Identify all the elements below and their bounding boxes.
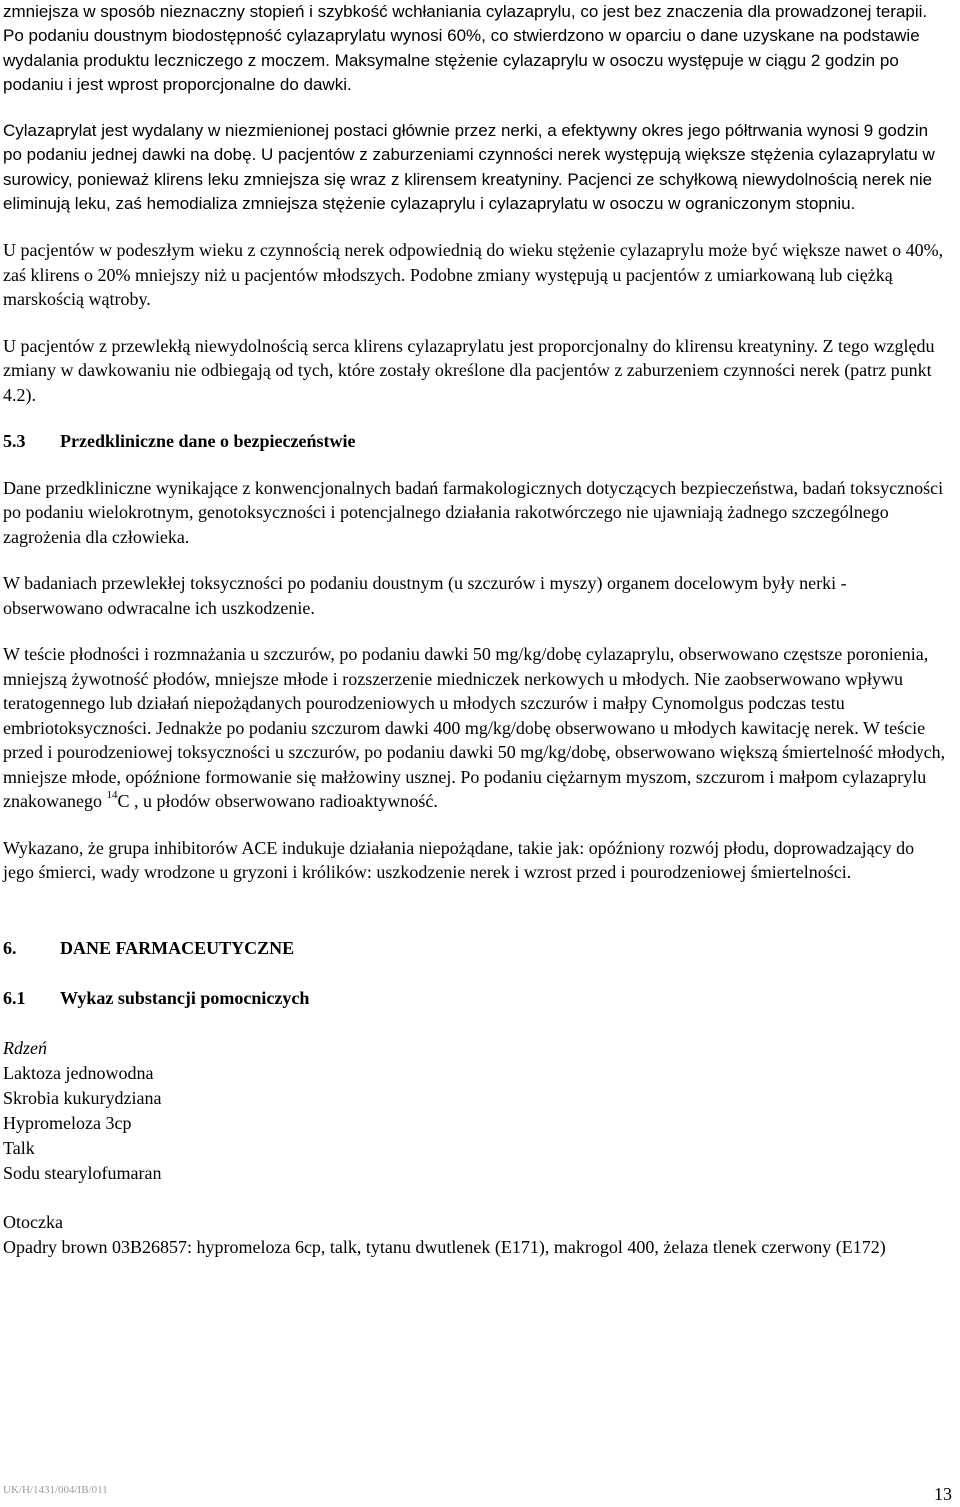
excipients-core: [3, 1036, 948, 1186]
isotope-superscript: 14: [106, 789, 118, 802]
para3-text-start: W teście płodności i rozmnażania u szczurów, po podaniu dawki 50 mg/kg/dobę cylazaprylu, obserwowano częstsze poronienia, mniejszą żywotność płodów, mniejsze młode i rozszerzenie miedniczek nerkowych u młodych. Nie zaobserwowano wpływu teratogennego lub działań niepożądanych pourodzeniowych u młodych szczurów i małpy Cynomolgus podczas testu embriotoksyczności. Jednakże po podaniu szczurom dawki 400 mg/kg/dobę obserwowano u młodych kawitację nerek. W teście przed i pourodzeniowej toksyczności u szczurów, po podaniu dawki 50 mg/kg/dobę, obserwowano większą śmiertelność młodych, mniejsze młode, opóźnione formowanie się małżowiny usznej. Po podaniu ciężarnym myszom, szczurom i małpom cylazaprylu znakowanego: [3, 644, 946, 812]
heart-failure-paragraph: U pacjentów z przewlekłą niewydolnością serca klirens cylazaprylatu jest proporcjonalny do klirensu kreatyniny. Z tego względu zmiany w dawkowaniu nie odbiegają od tych, które zostały określone dla pacjentów z zaburzeniem czynności nerek (patrz punkt 4.2).: [3, 335, 935, 405]
section-6-heading: [3, 936, 948, 961]
section-6-1-heading: [3, 986, 948, 1011]
preclinical-paragraph-1: Dane przedkliniczne wynikające z konwencjonalnych badań farmakologicznych dotyczących bezpieczeństwa, badań toksyczności po podaniu wielokrotnym, genotoksyczności i potencjalnego działania rakotwórczego nie ujawniają żadnego szczególnego zagrożenia dla człowieka.: [3, 477, 944, 547]
elderly-paragraph: U pacjentów w podeszłym wieku z czynnością nerek odpowiednią do wieku stężenie cylazaprylu może być większe nawet o 40%, zaś klirens o 20% mniejszy niż u pacjentów młodszych. Podobne zmiany występują u pacjentów z umiarkowaną lub ciężką marskością wątroby.: [3, 240, 944, 310]
coating-text: Opadry brown 03B26857: hypromeloza 6cp, talk, tytanu dwutlenek (E171), makrogol 400, żelaza tlenek czerwony (E172): [3, 1236, 886, 1257]
core-label: Rdzeń: [3, 1037, 47, 1058]
preclinical-paragraph-2: W badaniach przewlekłej toksyczności po podaniu doustnym (u szczurów i myszy) organem docelowym były nerki - obserwowano odwracalne ich uszkodzenie.: [3, 573, 847, 618]
section-number: 6.: [3, 937, 17, 958]
preclinical-paragraph-4: Wykazano, że grupa inhibitorów ACE indukuje działania niepożądane, takie jak: opóźniony rozwój płodu, doprowadzający do jego śmierci, wady wrodzone u gryzoni i królików: uszkodzenie nerek i wzrost przed i pourodzeniowej śmiertelności.: [3, 837, 915, 883]
absorption-paragraph: zmniejsza w sposób nieznaczny stopień i szybkość wchłaniania cylazaprylu, co jest bez znaczenia dla prowadzonej terapii. Po podaniu doustnym biodostępność cylazaprylatu wynosi 60%, co stwierdzono w oparciu o dane uzyskane na podstawie wydalania produktu leczniczego z moczem. Maksymalne stężenie cylazaprylu w osoczu występuje w ciągu 2 godzin po podaniu i jest wprost proporcjonalne do dawki.: [3, 2, 928, 94]
section-title: DANE FARMACEUTYCZNE: [60, 937, 295, 958]
list-item: Hypromeloza 3cp: [3, 1112, 132, 1133]
document-page: [3, 0, 948, 1259]
list-item: Skrobia kukurydziana: [3, 1087, 162, 1108]
elimination-paragraph: Cylazaprylat jest wydalany w niezmienionej postaci głównie przez nerki, a efektywny okres jego półtrwania wynosi 9 godzin po podaniu jednej dawki na dobę. U pacjentów z zaburzeniami czynności nerek występują większe stężenia cylazaprylatu w surowicy, ponieważ klirens leku zmniejsza się wraz z klirensem kreatyniny. Pacjenci ze schyłkową niewydolnością nerek nie eliminują leku, zaś hemodializa zmniejsza stężenie cylazaprylu i cylazaprylatu w osoczu w ograniczonym stopniu.: [3, 121, 935, 214]
section-number: 5.3: [3, 431, 26, 452]
pharmacokinetics-block: [3, 0, 948, 216]
page-number: 13: [934, 1484, 952, 1504]
list-item: Sodu stearylofumaran: [3, 1162, 162, 1183]
excipients-coating: [3, 1210, 948, 1260]
section-title: Wykaz substancji pomocniczych: [60, 988, 310, 1009]
section-title: Przedkliniczne dane o bezpieczeństwie: [60, 431, 356, 452]
list-item: Laktoza jednowodna: [3, 1062, 154, 1083]
coating-label: Otoczka: [3, 1211, 63, 1232]
para3-text-end: C , u płodów obserwowano radioaktywność.: [117, 791, 438, 812]
list-item: Talk: [3, 1137, 35, 1158]
preclinical-paragraph-3: [3, 642, 948, 814]
section-number: 6.1: [3, 988, 26, 1009]
document-code: UK/H/1431/004/IB/011: [3, 1484, 108, 1496]
section-5-3-heading: [3, 429, 948, 454]
